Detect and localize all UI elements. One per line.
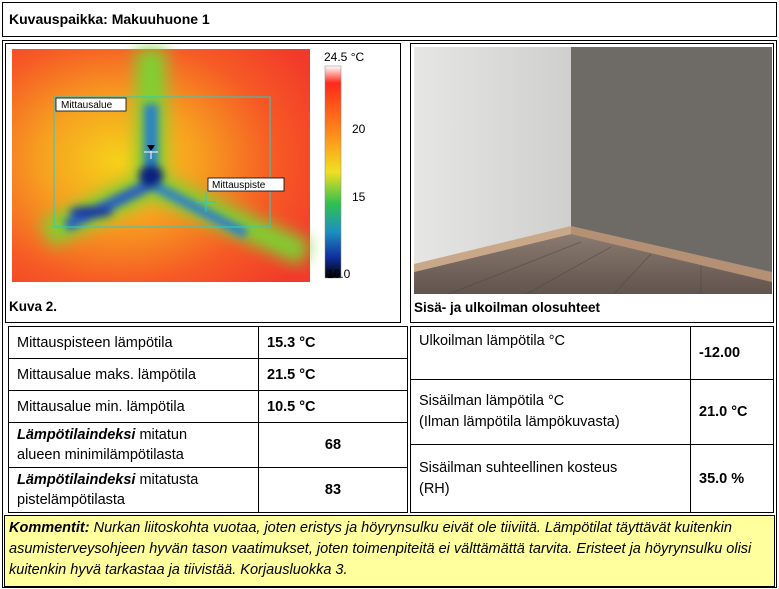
scale-max-label: 24.5 °C	[324, 50, 365, 64]
row-label: Sisäilman suhteellinen kosteus (RH)	[411, 445, 691, 513]
row-value: 21.5 °C	[259, 359, 408, 391]
row-label	[9, 468, 259, 513]
table-row	[9, 391, 408, 423]
row-value: -12.00	[691, 327, 774, 380]
index-label-rest: mitatun	[135, 427, 188, 443]
scale-tick-15: 15	[352, 190, 366, 204]
air-conditions-table	[410, 326, 774, 513]
row-value: 15.3 °C	[259, 327, 408, 359]
thermal-panel	[5, 43, 401, 323]
measurement-point-label: Mittauspiste	[212, 180, 266, 191]
row-value: 83	[259, 468, 408, 513]
index-label-line2: pistelämpötilasta	[17, 492, 125, 508]
temperature-scale-bar	[325, 66, 341, 278]
photo-caption: Sisä- ja ulkoilman olosuhteet	[414, 300, 601, 315]
table-row	[9, 423, 408, 468]
row-label	[9, 423, 259, 468]
index-label-rest: mitatusta	[135, 472, 199, 488]
comments-text: Nurkan liitoskohta vuotaa, joten eristys ja höyrynsulku eivät ole tiiviitä. Lämpötilat täyttävät kuitenkin asumisterveysohjeen hyvän tason vaatimukset, joten toimenpiteitä ei välttämättä tarvita. Eristeet ja höyrynsulku olisi kuitenkin hyvä tarkastaa ja tiivistää. Korjausluokka 3.	[9, 520, 752, 578]
thermal-caption: Kuva 2.	[9, 299, 58, 314]
thermal-measurements-table	[8, 326, 408, 513]
table-row	[9, 468, 408, 513]
comments-box	[4, 515, 775, 587]
row-label: Sisäilman lämpötila °C (Ilman lämpötila lämpökuvasta)	[411, 380, 691, 445]
row-label: Mittauspisteen lämpötila	[9, 327, 259, 359]
table-row	[411, 445, 774, 513]
room-photo	[411, 44, 775, 294]
table-row	[411, 327, 774, 380]
index-label-bold: Lämpötilaindeksi	[17, 472, 136, 488]
row-value: 35.0 %	[691, 445, 774, 513]
index-label-line2: alueen minimilämpötilasta	[17, 447, 184, 463]
photo-panel	[410, 43, 774, 323]
location-title	[2, 2, 777, 37]
measurement-area-label: Mittausalue	[61, 100, 113, 111]
row-label: Mittausalue min. lämpötila	[9, 391, 259, 423]
scale-tick-10: 10.0	[327, 267, 351, 281]
index-label-bold: Lämpötilaindeksi	[17, 427, 136, 443]
table-row	[9, 327, 408, 359]
row-value: 68	[259, 423, 408, 468]
table-row	[411, 380, 774, 445]
location-title-text: Kuvauspaikka: Makuuhuone 1	[9, 11, 210, 27]
row-label: Ulkoilman lämpötila °C	[411, 327, 691, 380]
thermal-image	[6, 44, 402, 294]
row-value: 21.0 °C	[691, 380, 774, 445]
comments-label: Kommentit:	[9, 520, 90, 536]
scale-tick-20: 20	[352, 122, 366, 136]
row-label: Mittausalue maks. lämpötila	[9, 359, 259, 391]
table-row	[9, 359, 408, 391]
row-value: 10.5 °C	[259, 391, 408, 423]
